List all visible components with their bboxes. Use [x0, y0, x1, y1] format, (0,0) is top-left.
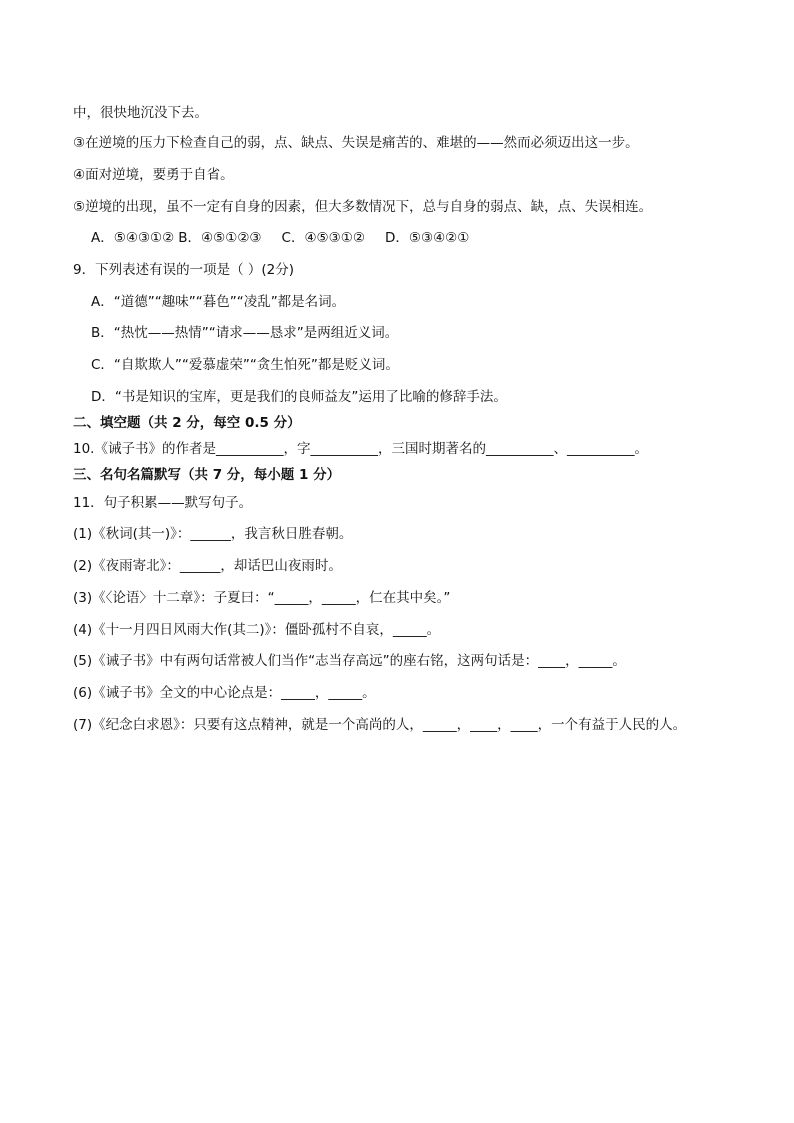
q11-item-2: (2)《夜雨寄北》：______，却话巴山夜雨时。	[73, 558, 342, 574]
q8-sentence-5: ⑤逆境的出现，虽不一定有自身的因素，但大多数情况下，总与自身的弱点、缺，点、失误相连。	[73, 199, 653, 215]
q9-option-c[interactable]: C．“自欺欺人”“爱慕虚荣”“贪生怕死”都是贬义词。	[91, 357, 399, 373]
q10-text: 10.《诫子书》的作者是__________，字__________，三国时期著名的__________、__________。	[73, 441, 648, 457]
q8-sentence-4: ④面对逆境，要勇于自省。	[73, 167, 234, 183]
q8-text-line: 中，很快地沉没下去。	[73, 105, 208, 121]
q11-item-4: (4)《十一月四日风雨大作(其二)》：僵卧孤村不自哀，_____。	[73, 622, 441, 638]
q11-item-6: (6)《诫子书》全文的中心论点是：_____，_____。	[73, 685, 376, 701]
q8-option-c[interactable]: C．④⑤③①②	[281, 230, 365, 246]
q11-item-5: (5)《诫子书》中有两句话常被人们当作“志当存高远”的座右铭，这两句话是：____，_____。	[73, 653, 626, 669]
section-2-heading: 二、填空题（共 2 分，每空 0.5 分）	[73, 415, 301, 431]
q8-sentence-3: ③在逆境的压力下检查自己的弱，点、缺点、失误是痛苦的、难堪的——然而必须迈出这一步。	[73, 135, 639, 151]
q9-option-b[interactable]: B．“热忱——热情”“请求——恳求”是两组近义词。	[91, 325, 399, 341]
q11-item-3: (3)《〈论语〉十二章》：子夏曰：“_____，_____，仁在其中矣。”	[73, 590, 451, 606]
q11-item-1: (1)《秋词(其一)》：______，我言秋日胜春朝。	[73, 526, 353, 542]
q11-item-7: (7)《纪念白求恩》：只要有这点精神，就是一个高尚的人，_____，____，____，一个有益于人民的人。	[73, 717, 687, 733]
q9-stem: 9．下列表述有误的一项是（ ）(2分)	[73, 262, 295, 278]
q11-stem: 11．句子积累——默写句子。	[73, 495, 253, 511]
q8-options	[91, 229, 469, 247]
q8-option-b[interactable]: B．④⑤①②③	[178, 230, 262, 246]
q8-option-d[interactable]: D．⑤③④②①	[384, 230, 470, 246]
section-3-heading: 三、名句名篇默写（共 7 分，每小题 1 分）	[73, 467, 341, 483]
q9-option-a[interactable]: A．“道德”“趣味”“暮色”“凌乱”都是名词。	[91, 294, 346, 310]
q8-option-a[interactable]: A．⑤④③①②	[91, 230, 175, 246]
q9-option-d[interactable]: D．“书是知识的宝库，更是我们的良师益友”运用了比喻的修辞手法。	[91, 389, 507, 405]
